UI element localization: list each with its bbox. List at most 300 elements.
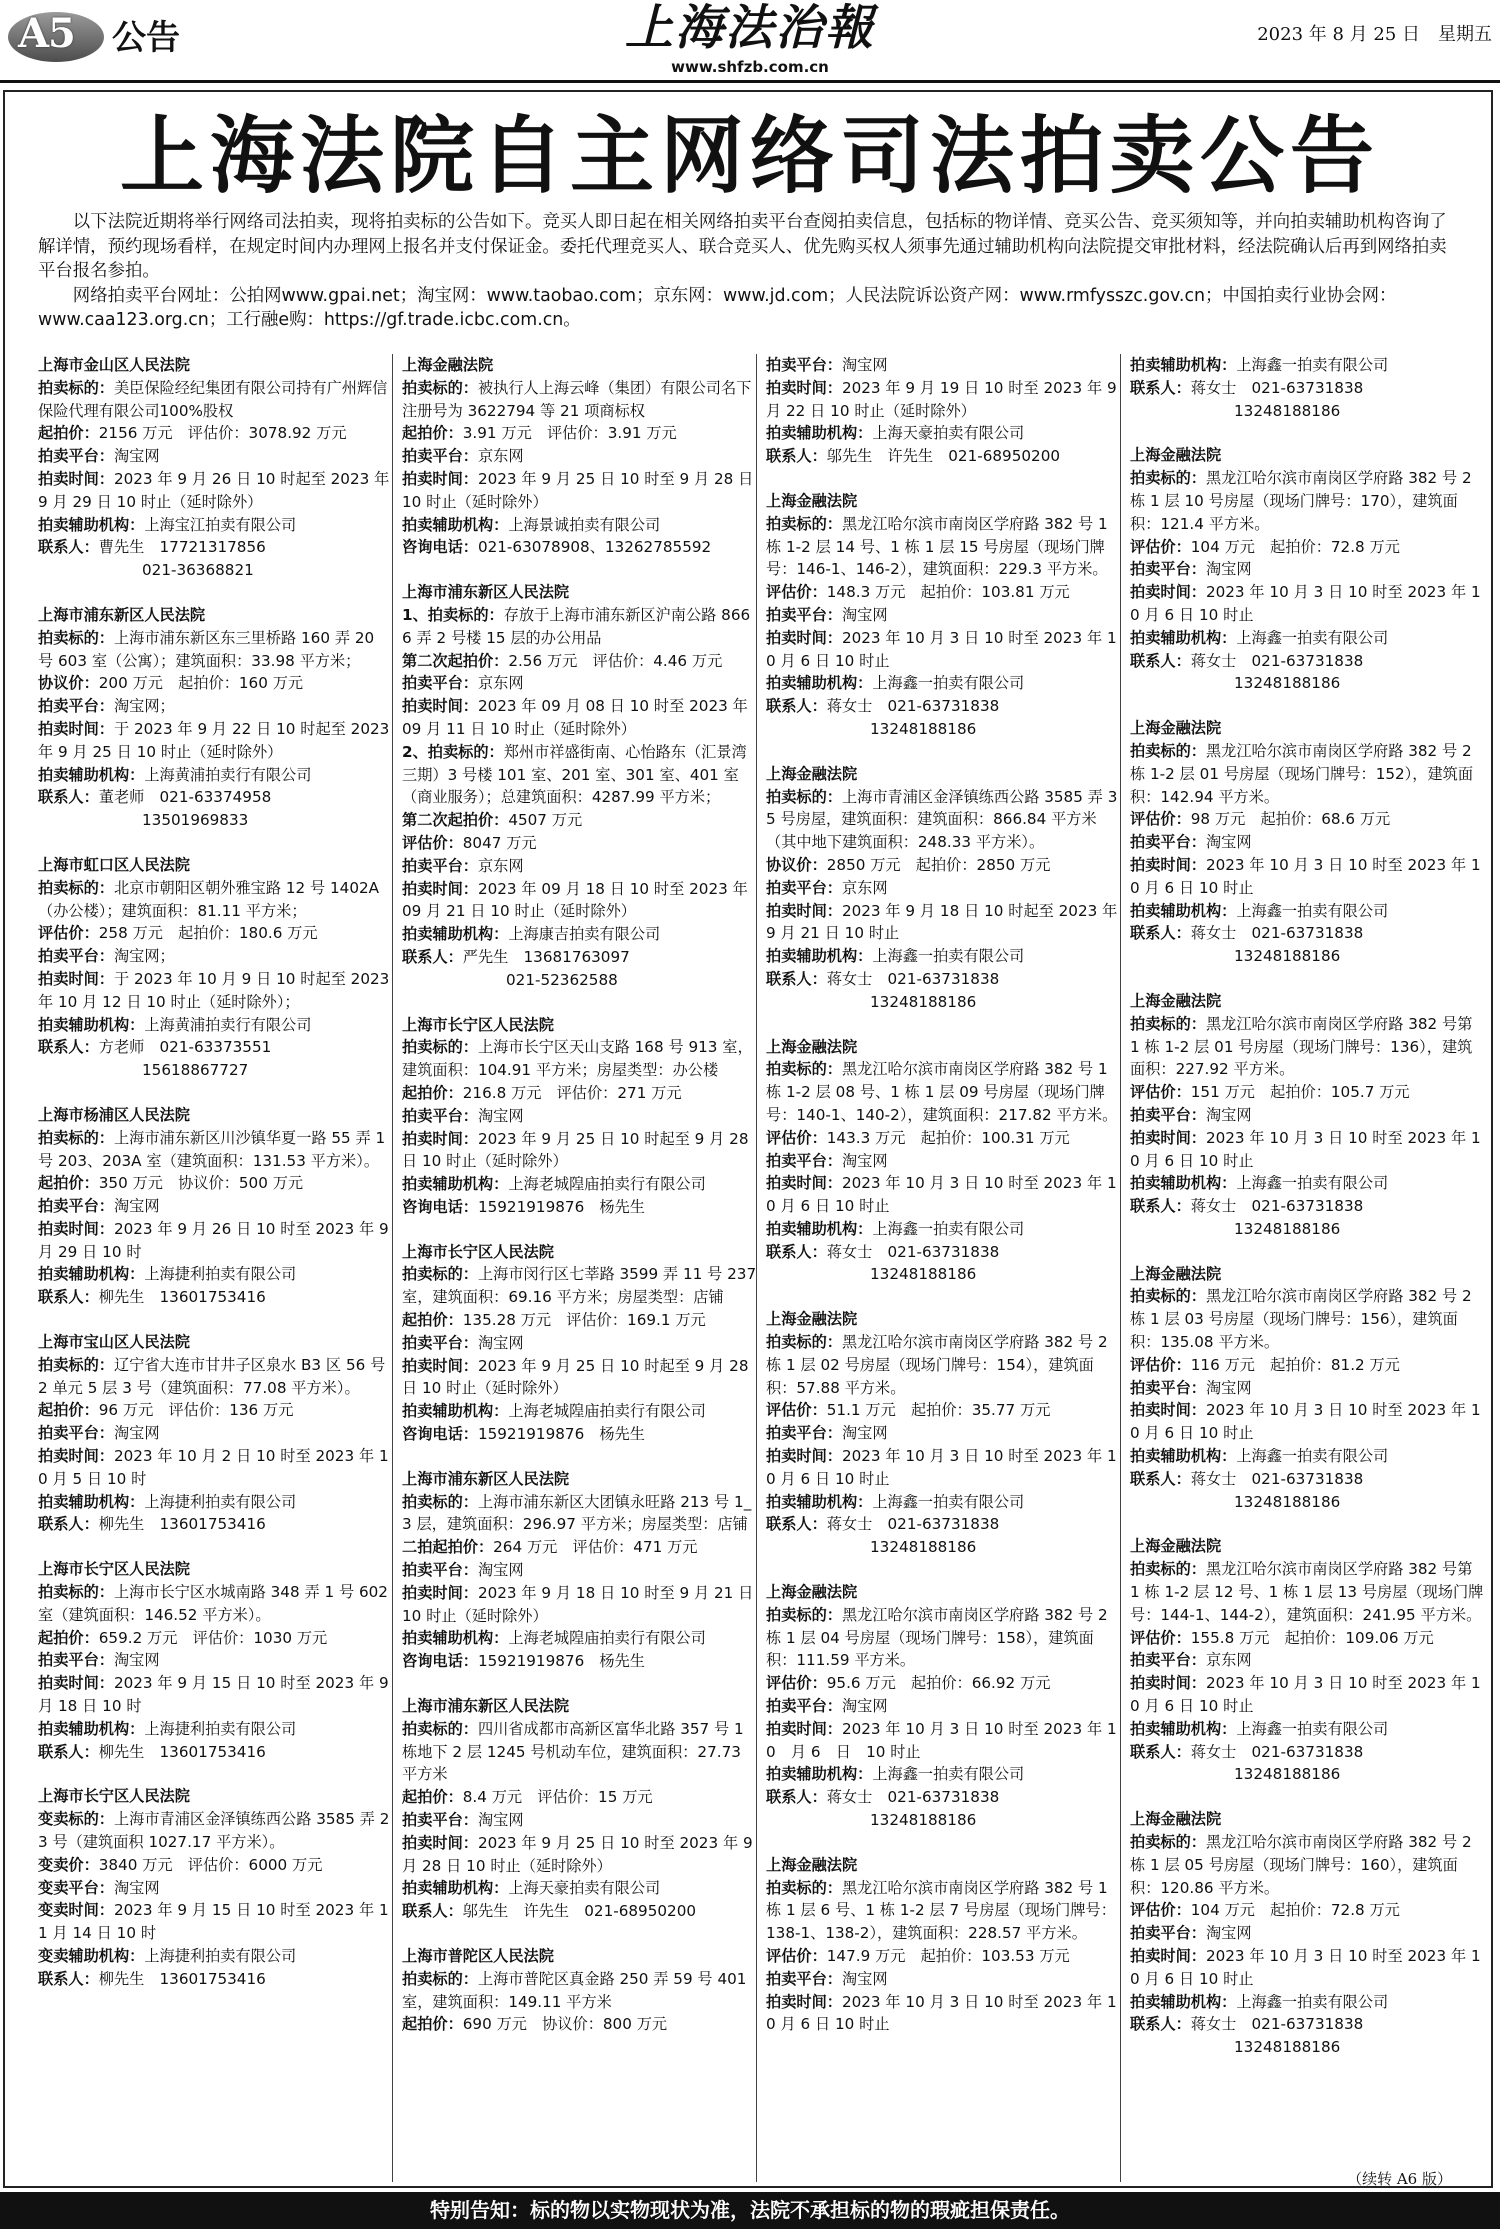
field-value: 2023 年 9 月 26 日 10 时起至 2023 年 9 月 29 日 10 时止（延时除外） <box>38 469 390 511</box>
auction-entry <box>402 1014 757 1219</box>
auction-field <box>1130 1649 1485 1672</box>
auction-field <box>1130 1104 1485 1127</box>
auction-field <box>38 877 393 923</box>
field-value: 柳先生 13601753416 <box>98 1288 266 1307</box>
auction-field <box>402 2013 757 2036</box>
field-value: 258 万元 起拍价：180.6 万元 <box>98 924 318 943</box>
field-label: 拍卖时间： <box>1130 1947 1206 1965</box>
auction-field <box>38 445 393 468</box>
field-label: 联系人： <box>402 1902 463 1921</box>
field-value: 董老师 021-63374958 <box>98 788 272 807</box>
auction-field <box>402 650 757 673</box>
auction-field <box>766 1991 1121 2037</box>
field-value: 蒋女士 021-63731838 <box>826 697 1000 716</box>
field-value: 黑龙江哈尔滨市南岗区学府路 382 号 1 栋 1 层 6 号、1 栋 1-2 层 7 号房屋（现场门牌号：138-1、138-2），建筑面积：228.57 平方米。 <box>766 1878 1116 1943</box>
auction-field <box>38 718 393 764</box>
auction-entry <box>402 1468 757 1673</box>
court-name: 上海金融法院 <box>766 491 858 510</box>
field-label: 拍卖辅助机构： <box>402 1879 509 1898</box>
court-name: 上海金融法院 <box>1130 991 1222 1010</box>
field-value: 辽宁省大连市甘井子区泉水 B3 区 56 号 2 单元 5 层 3 号（建筑面积：77.08 平方米）。 <box>38 1355 386 1397</box>
field-value: 淘宝网 <box>113 1424 160 1443</box>
field-label: 拍卖平台： <box>1130 1924 1206 1943</box>
auction-field <box>402 1832 757 1878</box>
field-label: 起拍价： <box>402 424 463 443</box>
auction-field <box>402 1650 757 1673</box>
field-label: 拍卖平台： <box>1130 1378 1206 1397</box>
field-value: 上海天豪拍卖有限公司 <box>872 424 1025 443</box>
field-label: 拍卖时间： <box>766 1447 842 1466</box>
field-label: 联系人： <box>38 1288 99 1307</box>
auction-field <box>1130 1763 1485 1786</box>
auction-field <box>402 1627 757 1650</box>
auction-field <box>766 1150 1121 1173</box>
field-label: 第二次起拍价： <box>402 651 509 670</box>
auction-field <box>402 832 757 855</box>
field-value: 蒋女士 021-63731838 <box>826 969 1000 988</box>
field-label: 拍卖平台： <box>402 856 478 875</box>
auction-field <box>1130 1922 1485 1945</box>
court-name: 上海市浦东新区人民法院 <box>402 1469 570 1488</box>
issue-date: 2023 年 8 月 25 日 星期五 <box>1257 24 1492 45</box>
field-label: 拍卖平台： <box>766 356 842 374</box>
auction-field <box>766 1695 1121 1718</box>
field-value: 淘宝网 <box>841 605 888 624</box>
field-label: 联系人： <box>1130 1742 1191 1761</box>
court-name: 上海金融法院 <box>766 1583 858 1602</box>
field-value: 3840 万元 评估价：6000 万元 <box>98 1855 323 1874</box>
auction-field <box>766 695 1121 718</box>
field-value: 淘宝网 <box>113 1651 160 1670</box>
field-label: 拍卖辅助机构： <box>38 1492 145 1511</box>
field-value: 3.91 万元 评估价：3.91 万元 <box>462 424 677 443</box>
field-value: 上海捷利拍卖有限公司 <box>144 1947 297 1965</box>
field-value: 148.3 万元 起拍价：103.81 万元 <box>826 583 1070 602</box>
field-label: 拍卖时间： <box>38 969 114 988</box>
auction-field <box>38 1945 393 1968</box>
auction-field <box>38 968 393 1014</box>
auction-entry <box>38 354 393 582</box>
field-value: 155.8 万元 起拍价：109.06 万元 <box>1190 1628 1434 1647</box>
field-label: 拍卖平台： <box>766 878 842 897</box>
court-name: 上海市长宁区人民法院 <box>38 1560 190 1579</box>
field-value: 淘宝网 <box>1205 560 1252 579</box>
auction-entry <box>766 1854 1121 2036</box>
auction-field <box>766 968 1121 991</box>
auction-field <box>1130 581 1485 627</box>
auction-field <box>1130 1718 1485 1741</box>
field-label: 变卖平台： <box>38 1878 114 1897</box>
auction-field <box>1130 400 1485 423</box>
field-label: 拍卖时间： <box>1130 1401 1206 1420</box>
field-label: 拍卖标的： <box>402 1969 478 1988</box>
auction-field <box>1130 1354 1485 1377</box>
field-label: 评估价： <box>766 1947 827 1965</box>
field-label: 拍卖时间： <box>38 1674 114 1693</box>
field-label: 协议价： <box>38 674 99 693</box>
auction-field <box>766 1263 1121 1286</box>
continued-note: （续转 A6 版） <box>1347 2170 1452 2188</box>
field-value: 淘宝网； <box>113 697 175 716</box>
field-label: 拍卖标的： <box>1130 1560 1206 1579</box>
auction-field <box>38 1036 393 1059</box>
field-label: 联系人： <box>38 1742 99 1761</box>
auction-field <box>402 1196 757 1219</box>
field-value: 13248188186 <box>1234 674 1341 693</box>
field-value: 淘宝网 <box>841 1697 888 1716</box>
field-value: 13248188186 <box>870 1265 977 1284</box>
field-value: 104 万元 起拍价：72.8 万元 <box>1190 1901 1400 1920</box>
auction-field <box>38 1059 393 1082</box>
auction-field <box>1130 900 1485 923</box>
field-value: 上海市浦东新区大团镇永旺路 213 号 1_3 层，建筑面积：296.97 平方米；房屋类型：店铺 <box>402 1492 752 1534</box>
field-value: 蒋女士 021-63731838 <box>1190 651 1364 670</box>
auction-field <box>1130 536 1485 559</box>
field-label: 拍卖平台： <box>1130 1105 1206 1124</box>
field-label: 拍卖平台： <box>38 697 114 716</box>
field-label: 联系人： <box>38 788 99 807</box>
auction-field <box>38 1218 393 1264</box>
newspaper-url: www.shfzb.com.cn <box>671 58 829 76</box>
field-value: 蒋女士 021-63731838 <box>1190 1197 1364 1216</box>
field-label: 起拍价： <box>402 1788 463 1807</box>
auction-field <box>38 536 393 559</box>
field-label: 拍卖辅助机构： <box>766 1765 873 1784</box>
field-label: 拍卖平台： <box>38 947 114 966</box>
field-label: 拍卖平台： <box>402 1811 478 1830</box>
field-label: 拍卖辅助机构： <box>766 1492 873 1511</box>
field-value: 2023 年 10 月 3 日 10 时至 2023 年 10 月 6 日 10 时止 <box>1130 1401 1481 1443</box>
field-label: 拍卖时间： <box>1130 1128 1206 1147</box>
field-label: 拍卖辅助机构： <box>1130 356 1237 374</box>
auction-field <box>766 1877 1121 1945</box>
field-label: 联系人： <box>766 1242 827 1261</box>
field-value: 上海鑫一拍卖有限公司 <box>1236 1992 1389 2011</box>
field-value: 2156 万元 评估价：3078.92 万元 <box>98 424 347 443</box>
field-value: 蒋女士 021-63731838 <box>1190 1742 1364 1761</box>
auction-field <box>38 809 393 832</box>
auction-field <box>1130 945 1485 968</box>
auction-field <box>38 1718 393 1741</box>
auction-field <box>38 559 393 582</box>
page-number: A5 <box>18 10 75 57</box>
field-label: 拍卖标的： <box>402 1265 478 1284</box>
field-value: 2023 年 10 月 3 日 10 时至 2023 年 10 月 6 日 10 时止 <box>766 1447 1117 1488</box>
field-value: 690 万元 协议价：800 万元 <box>462 2015 668 2034</box>
field-value: 京东网 <box>477 674 524 693</box>
field-label: 拍卖标的： <box>1130 1287 1206 1306</box>
field-value: 方老师 021-63373551 <box>98 1038 272 1057</box>
field-value: 51.1 万元 起拍价：35.77 万元 <box>826 1401 1051 1420</box>
auction-field <box>1130 740 1485 808</box>
auction-entry <box>1130 990 1485 1241</box>
court-name: 上海市长宁区人民法院 <box>402 1242 554 1261</box>
field-value: 2023 年 09 月 18 日 10 时至 2023 年 09 月 21 日 10 时止（延时除外） <box>402 879 748 921</box>
field-label: 拍卖时间： <box>766 901 842 920</box>
field-value: 上海康吉拍卖有限公司 <box>508 925 661 944</box>
auction-field <box>38 1968 393 1991</box>
field-value: 上海捷利拍卖有限公司 <box>144 1265 297 1284</box>
court-name: 上海市浦东新区人民法院 <box>402 583 570 602</box>
auction-field <box>1130 1491 1485 1514</box>
field-value: 上海鑫一拍卖有限公司 <box>1236 1719 1389 1738</box>
field-value: 黑龙江哈尔滨市南岗区学府路 382 号第 1 栋 1-2 层 01 号房屋（现场门牌号：136），建筑面积：227.92 平方米。 <box>1130 1014 1473 1079</box>
auction-field <box>38 672 393 695</box>
field-label: 起拍价： <box>38 1628 99 1647</box>
auction-field <box>766 1945 1121 1968</box>
field-value: 淘宝网 <box>113 1878 160 1897</box>
field-value: 淘宝网 <box>477 1333 524 1352</box>
auction-field <box>38 1627 393 1650</box>
auction-field <box>1130 1445 1485 1468</box>
field-label: 拍卖平台： <box>38 447 114 466</box>
field-value: 柳先生 13601753416 <box>98 1742 266 1761</box>
auction-field <box>402 422 757 445</box>
field-value: 京东网 <box>477 447 524 466</box>
auction-field <box>38 514 393 537</box>
auction-field <box>38 1808 393 1854</box>
auction-field <box>766 1672 1121 1695</box>
field-label: 评估价： <box>1130 1355 1191 1374</box>
auction-entry <box>766 354 1121 468</box>
field-value: 2850 万元 起拍价：2850 万元 <box>826 855 1051 874</box>
auction-field <box>402 1128 757 1174</box>
field-value: 邬先生 许先生 021-68950200 <box>462 1902 697 1921</box>
auction-field <box>402 1173 757 1196</box>
auction-entry <box>38 854 393 1082</box>
field-value: 104 万元 起拍价：72.8 万元 <box>1190 537 1400 556</box>
auction-field <box>1130 1831 1485 1899</box>
field-value: 2023 年 10 月 3 日 10 时至 2023 年 10 月 6 日 10 时止 <box>1130 1674 1481 1716</box>
auction-field <box>1130 1672 1485 1718</box>
field-label: 拍卖时间： <box>766 628 842 647</box>
auction-field <box>38 695 393 718</box>
auction-entry <box>38 1331 393 1536</box>
auction-field <box>402 878 757 924</box>
field-value: 上海鑫一拍卖有限公司 <box>1236 901 1389 920</box>
field-value: 淘宝网 <box>841 1969 888 1988</box>
section-name: 公告 <box>112 18 180 58</box>
auction-field <box>766 1809 1121 1832</box>
field-value: 2023 年 09 月 08 日 10 时至 2023 年 09 月 11 日 10 时止（延时除外） <box>402 697 748 738</box>
field-label: 拍卖平台： <box>38 1651 114 1670</box>
field-value: 135.28 万元 评估价：169.1 万元 <box>462 1311 706 1330</box>
field-value: 2023 年 10 月 3 日 10 时至 2023 年 10 月 6 日 10 时止 <box>1130 855 1481 897</box>
field-value: 京东网 <box>841 878 888 897</box>
field-value: 021-63078908、13262785592 <box>477 538 712 557</box>
field-value: 2023 年 9 月 25 日 10 时至 2023 年 9 月 28 日 10 时止（延时除外） <box>402 1833 753 1875</box>
field-value: 上海鑫一拍卖有限公司 <box>1236 356 1389 374</box>
auction-field <box>1130 377 1485 400</box>
field-label: 拍卖时间： <box>38 1447 114 1466</box>
field-value: 淘宝网 <box>841 1424 888 1443</box>
field-label: 评估价： <box>1130 1628 1191 1647</box>
field-label: 拍卖辅助机构： <box>1130 1174 1237 1193</box>
auction-field <box>1130 1741 1485 1764</box>
field-value: 2023 年 10 月 3 日 10 时至 2023 年 10 月 6 日 10 时止 <box>1130 583 1481 624</box>
field-label: 拍卖时间： <box>38 719 114 738</box>
field-label: 拍卖辅助机构： <box>38 765 145 784</box>
auction-field <box>766 672 1121 695</box>
auction-entry <box>38 604 393 832</box>
auction-field <box>766 445 1121 468</box>
field-label: 联系人： <box>1130 1197 1191 1216</box>
field-label: 联系人： <box>766 697 827 716</box>
field-value: 2023 年 9 月 15 日 10 时至 2023 年 9 月 18 日 10 时 <box>38 1674 389 1716</box>
auction-field <box>766 1513 1121 1536</box>
field-label: 拍卖标的： <box>38 628 114 647</box>
field-label: 拍卖辅助机构： <box>402 1175 509 1194</box>
field-label: 联系人： <box>38 1038 99 1057</box>
auction-field <box>1130 1127 1485 1173</box>
auction-field <box>1130 808 1485 831</box>
field-value: 存放于上海市浦东新区沪南公路 8666 弄 2 号楼 15 层的办公用品 <box>402 605 751 647</box>
auction-entry <box>1130 1535 1485 1786</box>
field-label: 拍卖时间： <box>402 879 478 898</box>
field-label: 拍卖平台： <box>38 1197 114 1216</box>
auction-field <box>402 377 757 423</box>
auction-field <box>766 877 1121 900</box>
field-value: 上海老城隍庙拍卖行有限公司 <box>508 1175 706 1194</box>
page-header <box>0 0 1500 88</box>
field-value: 2023 年 9 月 26 日 10 时至 2023 年 9 月 29 日 10 时 <box>38 1219 389 1261</box>
auction-field <box>402 1036 757 1082</box>
auction-field <box>38 1172 393 1195</box>
field-value: 淘宝网 <box>477 1106 524 1125</box>
field-label: 拍卖平台： <box>402 1106 478 1125</box>
auction-field <box>766 604 1121 627</box>
field-value: 350 万元 协议价：500 万元 <box>98 1174 304 1193</box>
auction-field <box>766 1241 1121 1264</box>
field-value: 于 2023 年 9 月 22 日 10 时起至 2023 年 9 月 25 日 10 时止（延时除外） <box>38 719 390 761</box>
field-value: 98 万元 起拍价：68.6 万元 <box>1190 810 1391 829</box>
auction-entry <box>402 1241 757 1446</box>
auction-field <box>38 627 393 673</box>
auction-field <box>402 1400 757 1423</box>
field-value: 蒋女士 021-63731838 <box>826 1242 1000 1261</box>
auction-field <box>1130 922 1485 945</box>
field-label: 拍卖平台： <box>402 674 478 693</box>
field-value: 上海鑫一拍卖有限公司 <box>1236 628 1389 647</box>
field-value: 淘宝网 <box>113 447 160 466</box>
field-value: 13248188186 <box>1234 2038 1341 2057</box>
field-label: 拍卖平台： <box>766 1424 842 1443</box>
field-label: 拍卖辅助机构： <box>38 1015 145 1034</box>
field-value: 15921919876 杨先生 <box>477 1197 645 1216</box>
field-label: 拍卖标的： <box>1130 1014 1206 1033</box>
auction-field <box>402 923 757 946</box>
field-value: 上海黄浦拍卖行有限公司 <box>144 765 312 784</box>
auction-field <box>766 1127 1121 1150</box>
field-label: 评估价： <box>1130 1901 1191 1920</box>
court-name: 上海金融法院 <box>402 356 494 374</box>
field-label: 咨询电话： <box>402 538 478 557</box>
field-value: 147.9 万元 起拍价：103.53 万元 <box>826 1947 1070 1965</box>
auction-field <box>402 1582 757 1628</box>
field-value: 8.4 万元 评估价：15 万元 <box>462 1788 653 1807</box>
field-value: 柳先生 13601753416 <box>98 1515 266 1534</box>
field-label: 拍卖辅助机构： <box>38 515 145 534</box>
field-value: 上海捷利拍卖有限公司 <box>144 1719 297 1738</box>
field-value: 13248188186 <box>1234 1492 1341 1511</box>
court-name: 上海市普陀区人民法院 <box>402 1947 554 1965</box>
field-value: 216.8 万元 评估价：271 万元 <box>462 1083 682 1102</box>
field-value: 13248188186 <box>870 992 977 1011</box>
auction-field <box>766 1491 1121 1514</box>
auction-field <box>1130 1195 1485 1218</box>
auction-field <box>402 1082 757 1105</box>
field-label: 拍卖辅助机构： <box>1130 901 1237 920</box>
field-value: 上海市普陀区真金路 250 弄 59 号 401 室，建筑面积：149.11 平方米 <box>402 1969 747 2011</box>
auction-entry <box>1130 717 1485 968</box>
auction-field <box>1130 1468 1485 1491</box>
field-value: 郑州市祥盛街南、心怡路东（汇景湾三期）3 号楼 101 室、201 室、301 室、401 室（商业服务）；总建筑面积：4287.99 平方米； <box>402 742 747 807</box>
field-label: 拍卖时间： <box>766 1992 842 2011</box>
field-label: 起拍价： <box>402 1083 463 1102</box>
field-label: 拍卖平台： <box>766 605 842 624</box>
auction-field <box>766 1422 1121 1445</box>
field-label: 咨询电话： <box>402 1425 478 1444</box>
auction-column-2 <box>402 354 757 2058</box>
auction-field <box>1130 1627 1485 1650</box>
auction-field <box>1130 1399 1485 1445</box>
field-label: 二拍起拍价： <box>402 1538 494 1557</box>
field-label: 拍卖时间： <box>402 1833 478 1852</box>
auction-field <box>402 536 757 559</box>
field-label: 评估价： <box>766 1674 827 1693</box>
field-value: 2023 年 9 月 15 日 10 时至 2023 年 11 月 14 日 10 时 <box>38 1901 389 1943</box>
field-value: 被执行人上海云峰（集团）有限公司名下注册号为 3622794 等 21 项商标权 <box>402 378 752 420</box>
field-label: 联系人： <box>766 1788 827 1807</box>
field-value: 京东网 <box>477 856 524 875</box>
field-value: 淘宝网 <box>841 356 888 374</box>
field-label: 联系人： <box>38 1969 99 1988</box>
field-label: 拍卖辅助机构： <box>1130 628 1237 647</box>
field-label: 起拍价： <box>38 1174 99 1193</box>
auction-field <box>766 945 1121 968</box>
intro-platforms: 网络拍卖平台网址：公拍网www.gpai.net；淘宝网：www.taobao.com；京东网：www.jd.com；人民法院诉讼资产网：www.rmfysszc.gov.cn；中国拍卖行业协会网：www.caa123.org.cn；工行融e购：https://gf.trade.icbc.com.cn。 <box>38 285 1397 330</box>
field-value: 曹先生 17721317856 <box>98 538 266 557</box>
field-value: 2023 年 9 月 25 日 10 时起至 9 月 28 日 10 时止（延时除外） <box>402 1356 749 1398</box>
auction-field <box>38 1854 393 1877</box>
field-value: 上海市青浦区金泽镇练西公路 3585 弄 23 号（建筑面积 1027.17 平方米）。 <box>38 1810 390 1852</box>
auction-field <box>1130 1377 1485 1400</box>
field-label: 拍卖辅助机构： <box>766 947 873 966</box>
field-value: 京东网 <box>1205 1651 1252 1670</box>
field-label: 变卖标的： <box>38 1810 114 1829</box>
auction-field <box>766 718 1121 741</box>
field-value: 黑龙江哈尔滨市南岗区学府路 382 号 1 栋 1-2 层 14 号、1 栋 1 层 15 号房屋（现场门牌号：146-1、146-2），建筑面积：229.3 平方米。 <box>766 514 1108 579</box>
auction-field <box>38 1354 393 1400</box>
auction-entry <box>766 1581 1121 1832</box>
field-label: 拍卖标的： <box>38 378 114 397</box>
field-value: 4507 万元 <box>508 811 583 830</box>
field-value: 黑龙江哈尔滨市南岗区学府路 382 号 2 栋 1 层 05 号房屋（现场门牌号：160），建筑面积：120.86 平方米。 <box>1130 1833 1472 1897</box>
field-value: 13501969833 <box>142 811 249 830</box>
field-value: 蒋女士 021-63731838 <box>1190 378 1364 397</box>
auction-field <box>766 627 1121 673</box>
court-name: 上海市浦东新区人民法院 <box>38 605 206 624</box>
field-label: 拍卖平台： <box>766 1969 842 1988</box>
field-value: 2023 年 10 月 3 日 10 时至 2023 年 10 月 6 日 10 时止 <box>766 1174 1117 1216</box>
auction-field <box>38 1649 393 1672</box>
auction-field <box>766 1718 1121 1764</box>
auction-field <box>402 1423 757 1446</box>
court-name: 上海金融法院 <box>766 1310 858 1329</box>
auction-field <box>402 1536 757 1559</box>
field-value: 上海市闵行区七莘路 3599 弄 11 号 237 室，建筑面积：69.16 平方米；房屋类型：店铺 <box>402 1265 757 1307</box>
field-label: 联系人： <box>38 1515 99 1534</box>
